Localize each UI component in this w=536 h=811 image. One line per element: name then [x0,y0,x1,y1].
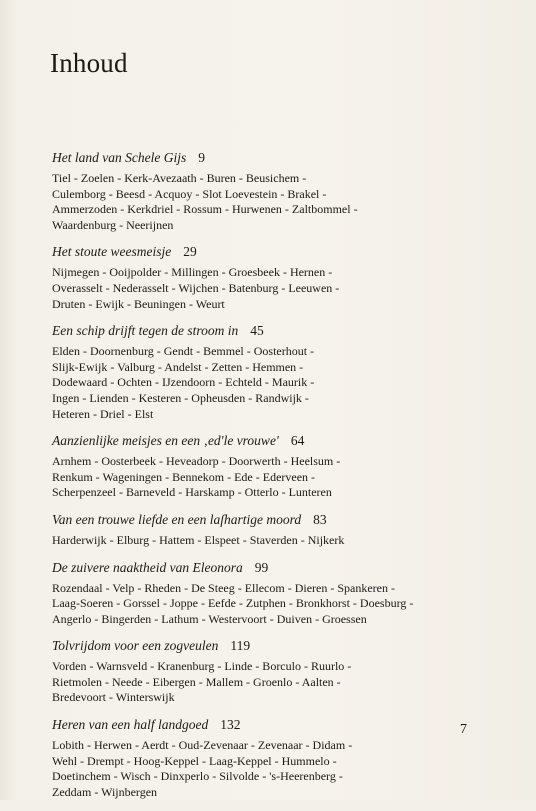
place-line: Doetinchem - Wisch - Dinxperlo - Silvolde - 's-Heerenberg - [52,769,343,784]
chapter-page: 64 [290,433,305,449]
toc-entry [52,433,492,501]
place-list [52,171,492,233]
toc-entry [52,323,492,422]
place-line: Wehl - Drempt - Hoog-Keppel - Laag-Keppel - Hummelo - [52,753,337,768]
place-line: Druten - Ewijk - Beuningen - Weurt [52,296,225,311]
chapter-page: 45 [250,323,264,339]
chapter-title: Aanzienlijke meisjes en een ‚ed'le vrouwe' [52,433,279,449]
place-line: Harderwijk - Elburg - Hattem - Elspeet - Staverden - Nijkerk [52,532,345,547]
chapter-title: Het land van Schele Gijs [52,150,187,165]
place-line: Renkum - Wageningen - Bennekom - Ede - Ederveen - [52,469,316,484]
chapter-page: 119 [230,638,251,654]
place-line: Overasselt - Nederasselt - Wijchen - Batenburg - Leeuwen - [52,280,340,295]
chapter-page: 83 [313,511,327,527]
place-list [52,581,492,628]
page-title: Inhoud [50,48,128,78]
toc-entry [52,512,492,549]
place-list [52,659,492,706]
place-line: Dodewaard - Ochten - IJzendoorn - Echteld - Maurik - [52,375,315,390]
place-list [52,533,492,549]
place-line: Tiel - Zoelen - Kerk-Avezaath - Buren - Beusichem - [52,171,307,185]
place-line: Culemborg - Beesd - Acquoy - Slot Loevestein - Brakel - [52,186,327,201]
place-list [52,454,492,501]
place-line: Vorden - Warnsveld - Kranenburg - Linde - Borculo - Ruurlo - [52,659,352,674]
page-number: 7 [460,722,467,737]
place-line: Scherpenzeel - Barneveld - Harskamp - Otterlo - Lunteren [52,485,332,500]
place-line: Ammerzoden - Kerkdriel - Rossum - Hurwenen - Zaltbommel - [52,202,358,217]
chapter-heading [52,323,492,339]
table-of-contents [52,150,492,811]
chapter-title: De zuivere naaktheid van Eleonora [52,559,243,575]
place-line: Ingen - Lienden - Kesteren - Opheusden - Randwijk - [52,390,309,405]
place-line: Bredevoort - Winterswijk [52,690,175,705]
place-line: Angerlo - Bingerden - Lathum - Westervoort - Duiven - Groessen [52,611,367,626]
toc-entry [52,150,492,233]
place-line: Arnhem - Oosterbeek - Heveadorp - Doorwerth - Heelsum - [52,454,341,469]
chapter-title: Het stoute weesmeisje [52,244,172,260]
toc-entry [52,560,492,628]
chapter-heading [52,512,492,528]
chapter-heading [52,717,492,733]
chapter-heading [52,433,492,449]
chapter-page: 99 [254,559,269,575]
chapter-title: Tolvrijdom voor een zogveulen [52,638,219,654]
place-line: Nijmegen - Ooijpolder - Millingen - Groesbeek - Hernen - [52,265,333,280]
chapter-title: Van een trouwe liefde en een laſhartige moord [52,511,302,527]
place-line: Elden - Doornenburg - Gendt - Bemmel - Oosterhout - [52,344,315,359]
place-line: Slijk-Ewijk - Valburg - Andelst - Zetten - Hemmen - [52,359,304,374]
place-line: Waardenburg - Neerijnen [52,217,174,232]
place-line: Rozendaal - Velp - Rheden - De Steeg - Ellecom - Dieren - Spankeren - [52,580,395,595]
toc-entry [52,244,492,312]
place-line: Zeddam - Wijnbergen [52,784,158,799]
chapter-heading [52,560,492,576]
place-line: Lobith - Herwen - Aerdt - Oud-Zevenaar - Zevenaar - Didam - [52,738,353,753]
chapter-heading [52,638,492,654]
chapter-page: 29 [183,244,197,260]
chapter-heading [52,150,492,166]
place-list [52,344,492,422]
toc-entry [52,717,492,800]
place-list [52,738,492,800]
chapter-page: 9 [198,150,205,165]
chapter-page: 132 [220,717,241,733]
place-line: Laag-Soeren - Gorssel - Joppe - Eefde - Zutphen - Bronkhorst - Doesburg - [52,596,414,611]
place-line: Rietmolen - Neede - Eibergen - Mallem - Groenlo - Aalten - [52,674,341,689]
chapter-title: Een schip drijft tegen de stroom in [52,323,239,339]
place-list [52,265,492,312]
toc-entry [52,638,492,706]
chapter-title: Heren van een half landgoed [52,717,209,733]
chapter-heading [52,244,492,260]
place-line: Heteren - Driel - Elst [52,406,154,421]
